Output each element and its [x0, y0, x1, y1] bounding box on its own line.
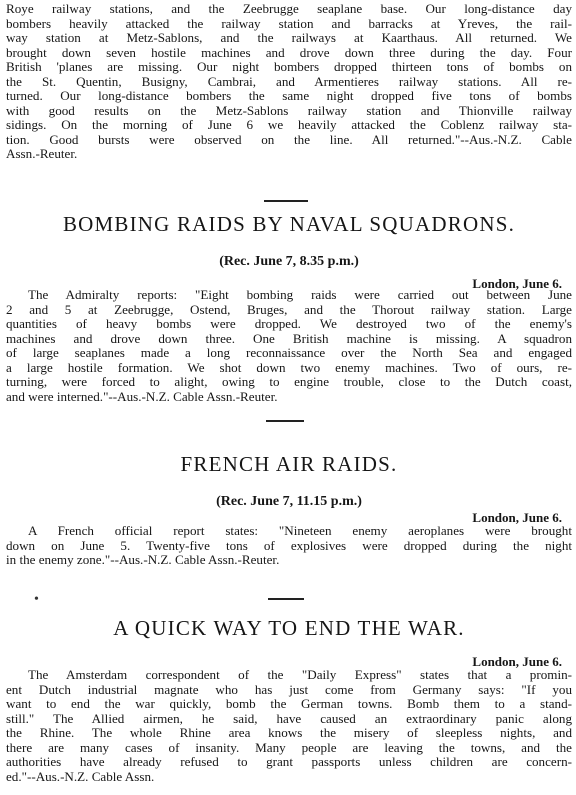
text-line: of large seaplanes made a long reconnaissance over the North Sea and engaged — [6, 346, 572, 360]
text-line: a large hostile formation. We shot down two enemy machines. Two of ours, re- — [6, 360, 572, 375]
text-line: 2 and 5 at Zeebrugge, Ostend, Bruges, and the Thorout railway station. Large — [6, 302, 572, 317]
text-line: The Admiralty reports: "Eight bombing raids were carried out between June — [28, 288, 572, 302]
naval-article — [6, 288, 572, 404]
text-line: brought down seven hostile machines and drove down three during the day. Four — [6, 45, 572, 60]
text-line: in the enemy zone."--Aus.-N.Z. Cable Assn.-Reuter. — [6, 553, 280, 567]
text-line: ed."--Aus.-N.Z. Cable Assn. — [6, 769, 155, 784]
naval-dateline: London, June 6. — [472, 276, 562, 291]
text-line: down on June 5. Twenty-five tons of explosives were dropped during the night — [6, 538, 572, 553]
text-line: with good results on the Metz-Sablons railway station and Thionville railway — [6, 103, 572, 118]
french-article — [6, 524, 572, 568]
quick-way-article — [6, 668, 572, 784]
text-line: quantities of heavy bombs were dropped. We destroyed two of the enemy's — [6, 317, 572, 331]
text-line: turning, were forced to alight, owing to engine trouble, close to the Dutch coast, — [6, 375, 572, 389]
text-line: Assn.-Reuter. — [6, 147, 78, 161]
text-line: ent Dutch industrial magnate who has just come from Germany says: "If you — [6, 682, 572, 697]
text-line: and were interned."--Aus.-N.Z. Cable Assn.-Reuter. — [6, 389, 278, 404]
text-line: tion. Good bursts were observed on the line. All returned."--Aus.-N.Z. Cable — [6, 132, 572, 147]
quick-way-article-body — [6, 668, 572, 784]
quick-way-headline: A QUICK WAY TO END THE WAR. — [113, 616, 465, 640]
french-headline: FRENCH AIR RAIDS. — [180, 452, 398, 476]
text-line: British 'planes are missing. Our night bombers dropped thirteen tons of bombs on — [6, 60, 572, 74]
text-line: want to end the war quickly, bomb the German towns. Bomb them to a stand- — [6, 697, 572, 711]
quick-way-dateline: London, June 6. — [472, 654, 562, 669]
text-line: way station at Metz-Sablons, and the railways at Kaarthaus. All returned. We — [6, 31, 572, 45]
french-dateline: London, June 6. — [472, 510, 562, 525]
top-article-body — [6, 2, 572, 162]
text-line: the St. Quentin, Busigny, Cambrai, and Armentieres railway stations. All re- — [6, 74, 572, 89]
ink-blot: • — [34, 592, 39, 607]
text-line: authorities have already refused to grant passports unless children are concern- — [6, 755, 572, 769]
text-line: still." The Allied airmen, he said, have caused an extraordinary panic along — [6, 711, 572, 726]
naval-headline: BOMBING RAIDS BY NAVAL SQUADRONS. — [62, 212, 516, 236]
text-line: the Rhine. The whole Rhine area knows the misery of sleepless nights, and — [6, 726, 572, 740]
text-line: sidings. On the morning of June 6 we heavily attacked the Coblenz railway sta- — [6, 118, 572, 132]
text-line: turned. Our long-distance bombers the same night dropped five tons of bombs — [6, 89, 572, 103]
text-line: bombers heavily attacked the railway station and barracks at Yreves, the rail- — [6, 16, 572, 31]
naval-received-time: (Rec. June 7, 8.35 p.m.) — [219, 254, 359, 269]
top-article — [6, 2, 572, 162]
text-line: The Amsterdam correspondent of the "Daily Express" states that a promin- — [28, 668, 572, 682]
french-received-time: (Rec. June 7, 11.15 p.m.) — [216, 494, 362, 509]
section-divider — [266, 420, 304, 422]
text-line: there are many cases of insanity. Many people are leaving the towns, and the — [6, 740, 572, 755]
naval-article-body — [6, 288, 572, 404]
text-line: Roye railway stations, and the Zeebrugge seaplane base. Our long-distance day — [6, 2, 572, 16]
french-article-body — [6, 524, 572, 568]
section-divider — [268, 598, 304, 600]
text-line: machines and drove down three. One British machine is missing. A squadron — [6, 331, 572, 346]
text-line: A French official report states: "Nineteen enemy aeroplanes were brought — [28, 524, 572, 538]
section-divider — [264, 200, 308, 202]
